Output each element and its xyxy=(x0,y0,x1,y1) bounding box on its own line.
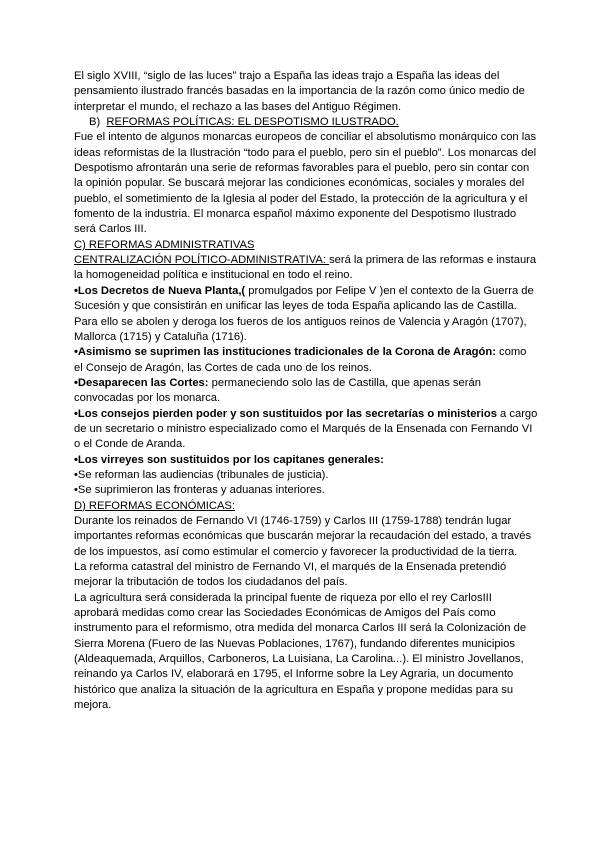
section-b-paragraph: Fue el intento de algunos monarcas europeos de conciliar el absolutismo monárquico con las ideas reformistas de la Ilustración “todo para el pueblo, pero sin el pueblo”. Los monarcas del Despotismo afrontarán una serie de reformas favorables para el pueblo, pero sin contar con la opinión popular. Se buscará mejorar las condiciones económicas, sociales y morales del pueblo, el sometimiento de la Iglesia al poder del Estado, la protección de la agricultura y el fomento de la industria. El monarca español máximo exponente del Despotismo Ilustrado será Carlos III. xyxy=(74,131,537,236)
list-item xyxy=(74,284,538,345)
list-item-text: promulgados por Felipe V )en el contexto de la Guerra de Sucesión y que consistirán en unificar las leyes de toda España aplicando las de Castilla. Para ello se abolen y deroga los fueros de los antiguos reinos de Valencia y Aragón (1707), Mallorca (1715) y Cataluña (1716). xyxy=(74,284,534,343)
section-b-heading xyxy=(74,115,538,130)
list-item-bold: •Desaparecen las Cortes: xyxy=(74,376,209,389)
intro-paragraph: El siglo XVIII, “siglo de las luces” trajo a España las ideas trajo a España las ideas del pensamiento ilustrado francés basadas en la importancia de la razón como único medio de interpretar el mundo, el rechazo a las bases del Antiguo Régimen. xyxy=(74,70,525,113)
list-item-text: como el Consejo de Aragón, las Cortes de cada uno de los reinos. xyxy=(74,346,527,374)
list-item xyxy=(74,453,538,468)
list-item-bold: •Los Decretos de Nueva Planta,( xyxy=(74,284,246,297)
section-d-paragraph: Durante los reinados de Fernando VI (1746-1759) y Carlos III (1759-1788) tendrán lugar importantes reformas económicas que buscarán mejorar la recaudación del estado, a través de los impuestos, así como estimular el comercio y favorecer la productividad de la tierra. xyxy=(74,514,532,558)
list-item-text: permaneciendo solo las de Castilla, que apenas serán convocadas por los monarca. xyxy=(74,376,481,405)
section-b-letter: B) xyxy=(89,116,101,129)
list-item xyxy=(74,483,538,498)
list-item-text: •Se reforman las audiencias (tribunales de justicia). xyxy=(74,468,329,481)
list-item xyxy=(74,468,538,483)
centralization-text: será la primera de las reformas e instaura la homogeneidad política e institucional en todo el reino. xyxy=(74,254,537,282)
list-item-bold: •Asimismo se suprimen las instituciones tradicionales de la Corona de Aragón: xyxy=(74,346,496,359)
centralization-paragraph xyxy=(74,253,538,284)
section-b-title: REFORMAS POLÍTICAS: EL DESPOTISMO ILUSTRADO. xyxy=(106,116,399,129)
list-item xyxy=(74,407,538,453)
list-item-bold: •Los consejos pierden poder y son sustituidos por las secretarías o ministerios xyxy=(74,407,497,420)
section-d-heading: D) REFORMAS ECONÓMICAS: xyxy=(74,499,235,512)
list-item-text: •Se suprimieron las fronteras y aduanas interiores. xyxy=(74,484,325,497)
list-item-text: a cargo de un secretario o ministro especializado como el Marqués de la Ensenada con Fernando VI o el Conde de Aranda. xyxy=(74,407,538,451)
list-item xyxy=(74,376,538,407)
list-item xyxy=(74,345,538,376)
centralization-title: CENTRALIZACIÓN POLÍTICO-ADMINISTRATIVA: xyxy=(74,254,330,267)
list-item-bold: •Los virreyes son sustituidos por los capitanes generales: xyxy=(74,453,384,466)
section-d-paragraph: La reforma catastral del ministro de Fernando VI, el marqués de la Ensenada pretendió mejorar la tributación de todos los ciudadanos del país. xyxy=(74,561,507,589)
section-d-paragraph: La agricultura será considerada la principal fuente de riqueza por ello el rey CarlosIII aprobará medidas como crear las Sociedades Económicas de Amigos del País como instrumento para el reformismo, otra medida del monarca Carlos III será la Colonización de Sierra Morena (Fuero de las Nuevas Poblaciones, 1767), fundando diferentes municipios (Aldeaquemada, Arquillos, Carboneros, La Luisiana, La Carolina...). El ministro Jovellanos, reinando ya Carlos IV, elaborará en 1795, el Informe sobre la Ley Agraria, un documento histórico que analiza la situación de la agricultura en España y propone medidas para su mejora. xyxy=(74,591,527,712)
section-c-heading: C) REFORMAS ADMINISTRATIVAS xyxy=(74,238,255,251)
